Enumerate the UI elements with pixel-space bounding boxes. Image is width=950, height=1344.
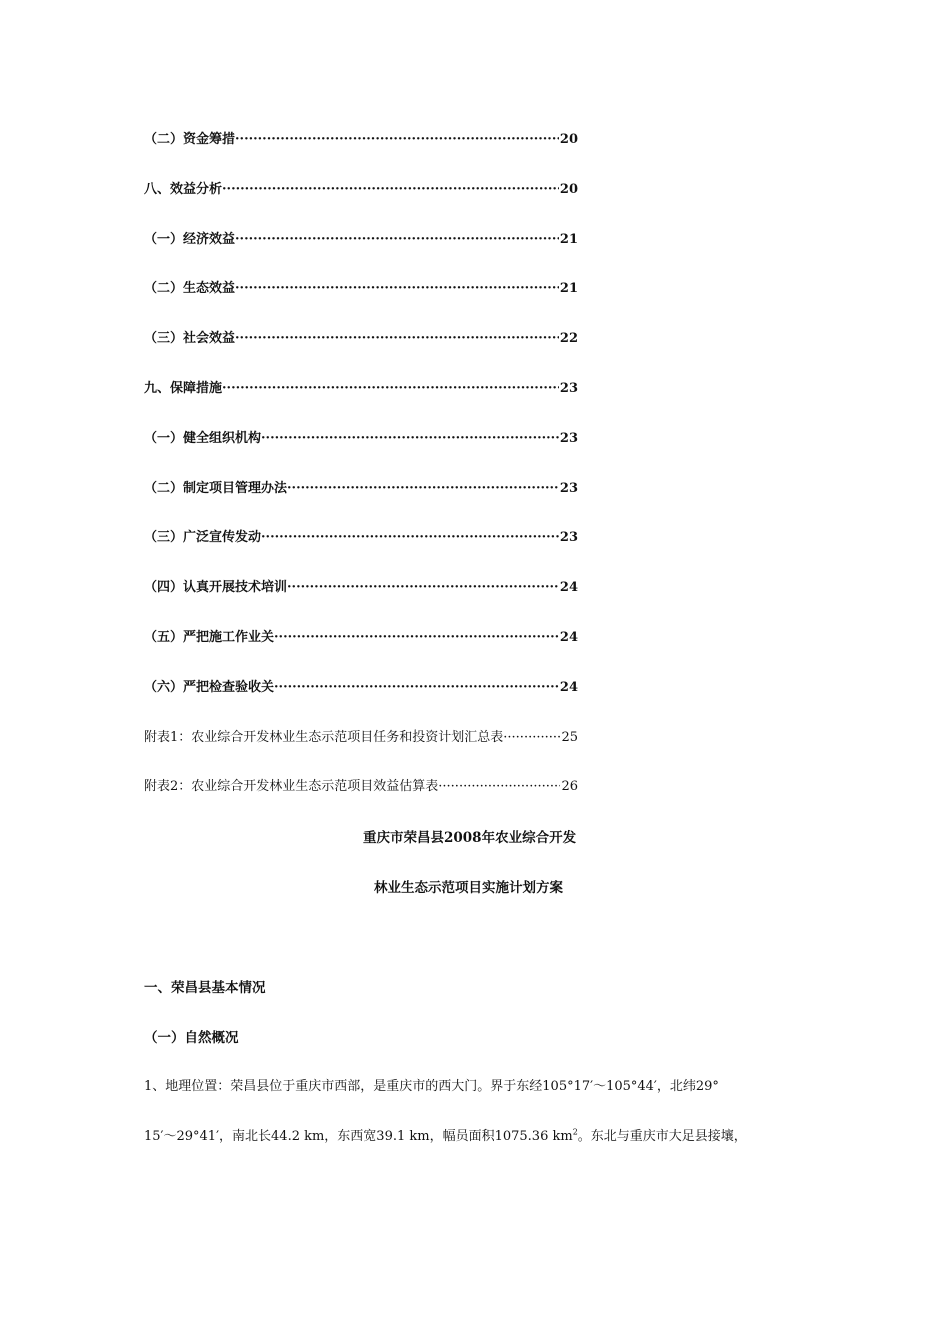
- toc-entry[interactable]: [144, 576, 578, 626]
- toc-dot-leader: [503, 730, 560, 745]
- toc-entry-page-number: 25: [561, 729, 578, 745]
- toc-entry[interactable]: [144, 377, 578, 427]
- toc-entry-page-number: 26: [561, 779, 578, 795]
- toc-dot-leader: [261, 431, 559, 446]
- superscript-unit: 2: [572, 1127, 578, 1137]
- toc-entry-page-number: 20: [559, 181, 578, 197]
- toc-entry[interactable]: [144, 477, 578, 527]
- table-of-contents: [144, 128, 578, 825]
- toc-entry[interactable]: [144, 228, 578, 278]
- toc-dot-leader: [287, 580, 559, 595]
- paragraph-text: 。东北与重庆市大足县接壤，: [577, 1129, 747, 1144]
- toc-dot-leader: [274, 680, 559, 695]
- toc-entry-title: 八、效益分析: [144, 181, 223, 197]
- toc-entry-page-number: 23: [559, 430, 578, 446]
- toc-entry[interactable]: [144, 726, 578, 776]
- toc-entry-page-number: 21: [559, 231, 578, 247]
- toc-entry-title: （三）社会效益: [144, 331, 236, 347]
- toc-entry-page-number: 23: [559, 530, 578, 546]
- section-subheading: （一）自然概况: [144, 1030, 239, 1046]
- toc-dot-leader: [261, 530, 559, 545]
- toc-entry[interactable]: [144, 626, 578, 676]
- toc-entry[interactable]: [144, 327, 578, 377]
- toc-entry-page-number: 23: [559, 380, 578, 396]
- toc-entry-title: （四）认真开展技术培训: [144, 580, 288, 596]
- toc-entry-title: （二）制定项目管理办法: [144, 480, 288, 496]
- toc-entry-page-number: 24: [559, 679, 578, 695]
- paragraph-line: [144, 1125, 804, 1144]
- toc-entry-title: （一）经济效益: [144, 231, 236, 247]
- section-heading: 一、荣昌县基本情况: [144, 980, 266, 996]
- toc-entry-title: 附表2：农业综合开发林业生态示范项目效益估算表: [144, 779, 439, 795]
- toc-entry-title: （一）健全组织机构: [144, 430, 262, 446]
- toc-entry[interactable]: [144, 277, 578, 327]
- toc-entry-title: （二）资金筹措: [144, 132, 236, 147]
- toc-dot-leader: [287, 481, 559, 496]
- toc-entry[interactable]: [144, 676, 578, 726]
- toc-dot-leader: [235, 331, 559, 346]
- toc-entry-title: （二）生态效益: [144, 281, 236, 297]
- toc-entry-title: （三）广泛宣传发动: [144, 530, 262, 546]
- toc-entry[interactable]: [144, 128, 578, 178]
- toc-entry-title: 附表1：农业综合开发林业生态示范项目任务和投资计划汇总表: [144, 729, 504, 745]
- toc-entry-title: 九、保障措施: [144, 380, 223, 396]
- toc-dot-leader: [235, 132, 559, 147]
- toc-entry-title: （六）严把检查验收关: [144, 679, 275, 695]
- toc-entry-page-number: 22: [559, 331, 578, 347]
- toc-entry[interactable]: [144, 526, 578, 576]
- toc-entry-page-number: 23: [559, 480, 578, 496]
- toc-entry-page-number: 21: [559, 281, 578, 297]
- document-title-line-2: 林业生态示范项目实施计划方案: [374, 880, 563, 896]
- toc-dot-leader: [222, 381, 559, 396]
- toc-entry-page-number: 20: [559, 132, 578, 147]
- toc-entry-page-number: 24: [559, 580, 578, 596]
- toc-dot-leader: [274, 630, 559, 645]
- toc-entry-title: （五）严把施工作业关: [144, 629, 275, 645]
- toc-entry[interactable]: [144, 775, 578, 825]
- paragraph-text: 15′～29°41′，南北长44.2 km，东西宽39.1 km，幅员面积1075.36 km: [144, 1129, 573, 1144]
- toc-entry[interactable]: [144, 178, 578, 228]
- toc-dot-leader: [438, 779, 560, 794]
- toc-entry[interactable]: [144, 427, 578, 477]
- toc-entry-page-number: 24: [559, 629, 578, 645]
- toc-dot-leader: [235, 232, 559, 247]
- document-title-line-1: 重庆市荣昌县2008年农业综合开发: [363, 830, 577, 846]
- toc-dot-leader: [222, 182, 559, 197]
- paragraph-line: 1、地理位置：荣昌县位于重庆市西部，是重庆市的西大门。界于东经105°17′～105°44′，北纬29°: [144, 1079, 719, 1094]
- toc-dot-leader: [235, 281, 559, 296]
